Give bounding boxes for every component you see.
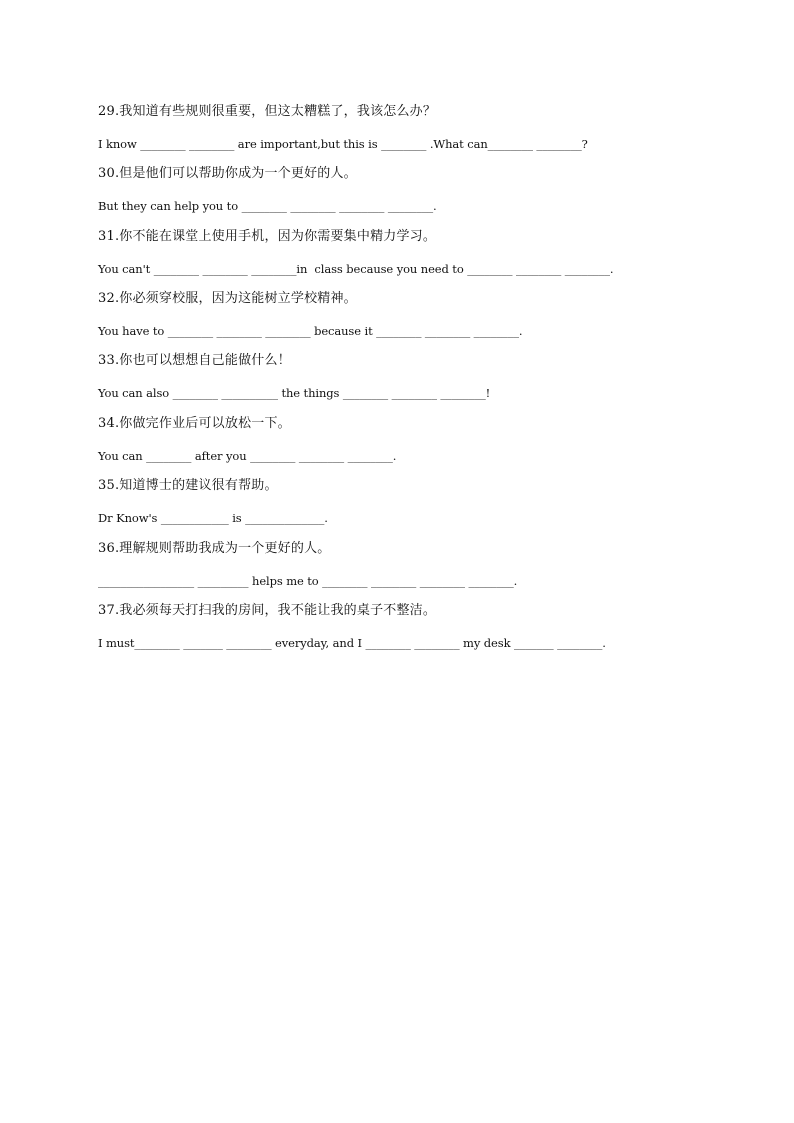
question-37-prompt: 37.我必须每天打扫我的房间，我不能让我的桌子不整洁。 <box>98 603 437 618</box>
question-33-answer: You can also ________ __________ the things ________ ________ ________! <box>98 386 491 400</box>
question-33-prompt: 33.你也可以想想自己能做什么！ <box>98 353 291 368</box>
question-35-answer: Dr Know's ____________ is ______________. <box>98 511 328 525</box>
question-29-answer: I know ________ ________ are important,but this is ________ .What can________ ________? <box>98 137 588 151</box>
question-31-prompt: 31.你不能在课堂上使用手机，因为你需要集中精力学习。 <box>98 229 437 244</box>
question-31-answer: You can't ________ ________ ________in class because you need to ________ ________ ________. <box>98 262 614 276</box>
question-32-prompt: 32.你必须穿校服，因为这能树立学校精神。 <box>98 291 357 306</box>
question-34-prompt: 34.你做完作业后可以放松一下。 <box>98 416 291 431</box>
question-35-prompt: 35.知道博士的建议很有帮助。 <box>98 478 278 493</box>
question-29-prompt: 29.我知道有些规则很重要，但这太糟糕了，我该怎么办？ <box>98 104 437 119</box>
question-32-answer: You have to ________ ________ ________ because it ________ ________ ________. <box>98 324 523 338</box>
question-30-answer: But they can help you to ________ ________ ________ ________. <box>98 199 437 213</box>
question-36-prompt: 36.理解规则帮助我成为一个更好的人。 <box>98 541 331 556</box>
question-30-prompt: 30.但是他们可以帮助你成为一个更好的人。 <box>98 166 357 181</box>
question-36-answer: _________________ _________ helps me to ________ ________ ________ ________. <box>98 574 518 588</box>
question-34-answer: You can ________ after you ________ ________ ________. <box>98 449 397 463</box>
question-37-answer: I must________ _______ ________ everyday, and I ________ ________ my desk _______ ________. <box>98 636 606 650</box>
